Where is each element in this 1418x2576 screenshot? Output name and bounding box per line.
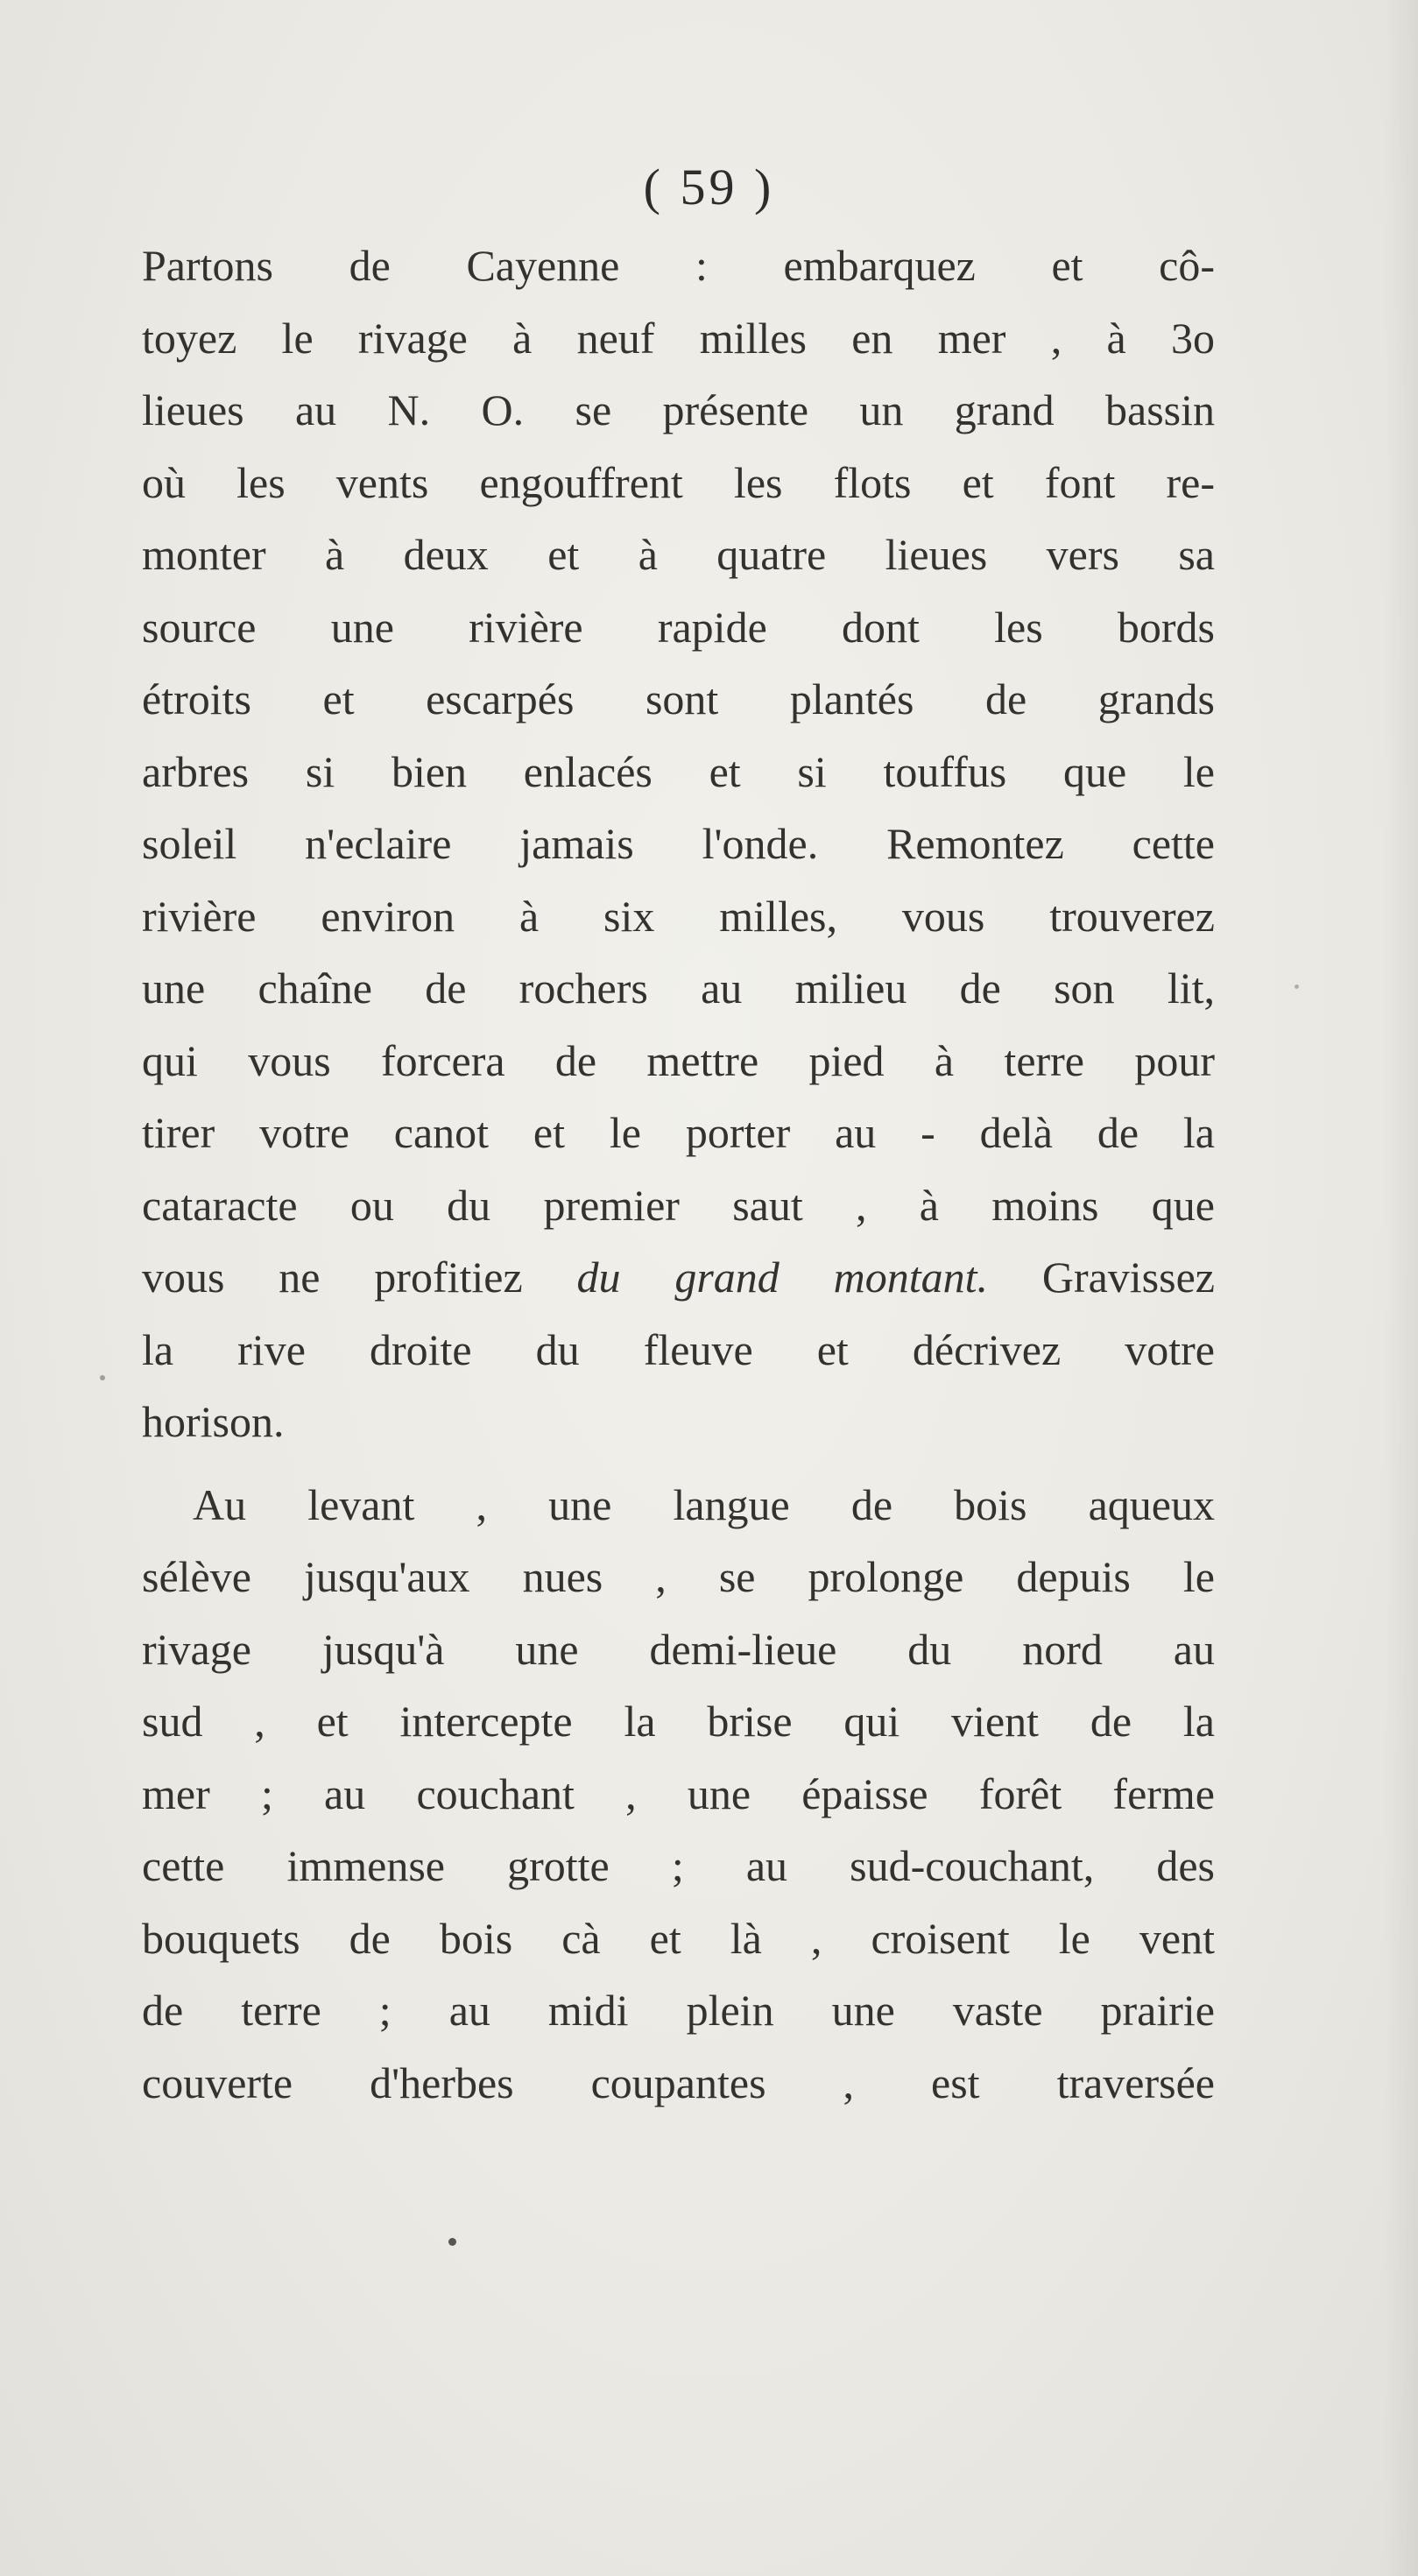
text-line: bouquets de bois cà et là , croisent le vent bbox=[142, 1913, 1215, 1963]
text-line: sud , et intercepte la brise qui vient de la bbox=[142, 1697, 1215, 1746]
ink-speck bbox=[448, 2238, 456, 2246]
text-segment: Gravissez bbox=[988, 1253, 1215, 1302]
page-edge-shadow bbox=[1383, 0, 1418, 2576]
text-line: cataracte ou du premier saut , à moins que bbox=[142, 1180, 1215, 1230]
text-line: monter à deux et à quatre lieues vers sa bbox=[142, 530, 1215, 579]
text-line: une chaîne de rochers au milieu de son lit, bbox=[142, 963, 1215, 1013]
text-line: étroits et escarpés sont plantés de grands bbox=[142, 674, 1215, 723]
text-line: Partons de Cayenne : embarquez et cô- bbox=[142, 241, 1215, 290]
text-line: mer ; au couchant , une épaisse forêt ferme bbox=[142, 1768, 1215, 1818]
text-line: qui vous forcera de mettre pied à terre pour bbox=[142, 1035, 1215, 1085]
page-number: ( 59 ) bbox=[643, 159, 775, 215]
text-line: où les vents engouffrent les flots et font re- bbox=[142, 457, 1215, 507]
text-line: soleil n'eclaire jamais l'onde. Remontez cette bbox=[142, 819, 1215, 868]
text-line: Au levant , une langue de bois aqueux bbox=[193, 1479, 1215, 1529]
ink-speck bbox=[1295, 985, 1299, 989]
text-line: sélève jusqu'aux nues , se prolonge depuis le bbox=[142, 1552, 1215, 1601]
text-line: la rive droite du fleuve et décrivez votre bbox=[142, 1324, 1215, 1374]
paragraph-gap bbox=[142, 1458, 1215, 1469]
body-text bbox=[142, 229, 1215, 2119]
text-line-with-italic bbox=[142, 1241, 1215, 1314]
text-line: source une rivière rapide dont les bords bbox=[142, 602, 1215, 652]
italic-phrase: du grand montant. bbox=[576, 1253, 989, 1302]
text-line: lieues au N. O. se présente un grand bassin bbox=[142, 385, 1215, 434]
text-line: toyez le rivage à neuf milles en mer , à 3o bbox=[142, 313, 1215, 363]
text-line: de terre ; au midi plein une vaste prairie bbox=[142, 1986, 1215, 2035]
text-line: rivière environ à six milles, vous trouverez bbox=[142, 891, 1215, 941]
text-line: rivage jusqu'à une demi-lieue du nord au bbox=[142, 1624, 1215, 1674]
text-line: couverte d'herbes coupantes , est traversée bbox=[142, 2057, 1215, 2107]
text-line: arbres si bien enlacés et si touffus que le bbox=[142, 746, 1215, 796]
text-line: cette immense grotte ; au sud-couchant, des bbox=[142, 1841, 1215, 1890]
text-line: horison. bbox=[142, 1397, 285, 1446]
text-segment: vous ne profitiez bbox=[142, 1253, 577, 1302]
text-line: tirer votre canot et le porter au - delà de la bbox=[142, 1108, 1215, 1157]
ink-speck bbox=[100, 1375, 105, 1380]
